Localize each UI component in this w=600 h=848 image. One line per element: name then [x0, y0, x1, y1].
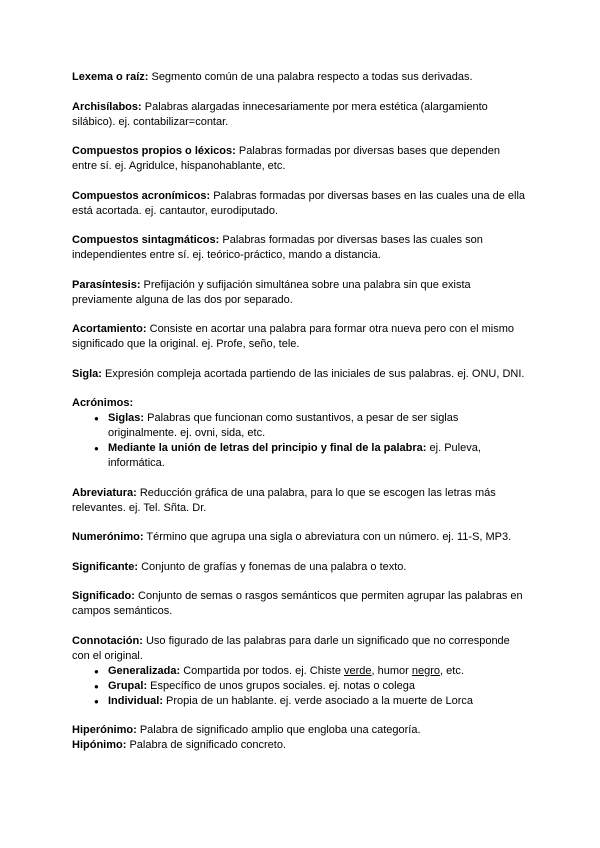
item-definition: , etc. [440, 664, 464, 677]
list-item [94, 411, 528, 441]
connotacion-heading [72, 634, 528, 664]
entry-definition: Palabra de significado concreto. [126, 739, 286, 751]
entry-significante [72, 560, 528, 575]
entry-term: Compuestos acronímicos: [72, 189, 211, 202]
entry-term: Lexema o raíz: [72, 71, 149, 83]
document-page [72, 70, 528, 753]
item-term: Mediante la unión de letras del principio y final de la palabra: [108, 442, 427, 454]
entry-archisilabos [72, 100, 528, 130]
entry-term: Parasíntesis: [72, 278, 141, 291]
entry-compuestos-sintagmaticos [72, 233, 528, 263]
entry-definition: Expresión compleja acortada partiendo de las iniciales de sus palabras. ej. ONU, DNI. [101, 367, 525, 380]
item-term: Siglas: [108, 412, 145, 424]
entry-abreviatura [72, 486, 528, 516]
entry-term: Abreviatura: [72, 486, 137, 499]
underlined-word: negro [411, 664, 441, 677]
entry-compuestos-propios [72, 144, 528, 174]
item-definition: Palabras que funcionan como sustantivos, a pesar de ser siglas originalmente. ej. ovni, sida, etc. [108, 412, 459, 439]
entry-definition: Palabras formadas por diversas bases las cuales son independientes entre sí. ej. teórico-práctico, mando a distancia. [72, 234, 483, 261]
bullet-list [72, 411, 528, 471]
bullet-list [72, 664, 528, 709]
entry-definition: Término que agrupa una sigla o abreviatura con un número. ej. 11-S, MP3. [143, 531, 512, 543]
list-item [94, 664, 528, 679]
entry-definition: Uso figurado de las palabras para darle un significado que no corresponde con el original. [72, 634, 510, 662]
entry-hiperonimo [72, 723, 528, 738]
entry-parasintesis [72, 278, 528, 308]
entry-definition: Consiste en acortar una palabra para formar otra nueva pero con el mismo significado que la original. ej. Profe, seño, tele. [72, 323, 515, 350]
underlined-word: verde [344, 664, 372, 677]
entry-term: Acortamiento: [72, 323, 147, 335]
item-term: Grupal: [108, 679, 148, 692]
entry-term: Significado: [72, 590, 135, 602]
entry-term: Acrónimos: [72, 397, 134, 409]
entry-definition: Palabras alargadas innecesariamente por mera estética (alargamiento silábico). ej. contabilizar=contar. [72, 100, 488, 128]
entry-compuestos-acronimicos [72, 189, 528, 219]
entry-significado [72, 589, 528, 619]
entry-lexema [72, 70, 528, 85]
entry-definition: Palabra de significado amplio que engloba una categoría. [136, 724, 421, 736]
list-item [94, 679, 528, 694]
entry-definition: Conjunto de semas o rasgos semánticos que permiten agrupar las palabras en campos semánticos. [72, 590, 523, 617]
item-definition: ej. Puleva, informática. [108, 442, 481, 469]
item-definition: Compartida por todos. ej. Chiste [180, 664, 344, 677]
entry-term: Archisílabos: [72, 100, 142, 113]
entry-term: Significante: [72, 560, 139, 573]
entry-term: Hipónimo: [72, 739, 127, 751]
entry-definition: Palabras formadas por diversas bases que dependen entre sí. ej. Agridulce, hispanohablante, etc. [72, 145, 500, 172]
list-item [94, 694, 528, 709]
entry-hiponimo [72, 738, 528, 753]
entry-term: Connotación: [72, 634, 143, 647]
entry-definition: Reducción gráfica de una palabra, para lo que se escogen las letras más relevantes. ej. Tel. Sñta. Dr. [72, 486, 496, 514]
entry-connotacion [72, 634, 528, 709]
entry-acortamiento [72, 322, 528, 352]
entry-term: Sigla: [72, 367, 102, 380]
entry-definition: Conjunto de grafías y fonemas de una palabra o texto. [138, 560, 407, 573]
entry-term: Compuestos sintagmáticos: [72, 234, 220, 246]
item-definition: , humor [371, 664, 412, 677]
entry-definition: Palabras formadas por diversas bases en las cuales una de ella está acortada. ej. cantautor, eurodiputado. [72, 189, 526, 217]
entry-sigla [72, 367, 528, 382]
entry-definition: Prefijación y sufijación simultánea sobre una palabra sin que exista previamente alguna de las dos por separado. [72, 278, 471, 306]
entry-definition: Segmento común de una palabra respecto a todas sus derivadas. [148, 71, 473, 83]
item-definition: Específico de unos grupos sociales. ej. notas o colega [147, 679, 415, 692]
item-definition: Propia de un hablante. ej. verde asociado a la muerte de Lorca [163, 694, 474, 707]
entry-term: Numerónimo: [72, 531, 144, 543]
list-item [94, 441, 528, 471]
entry-term: Hiperónimo: [72, 724, 137, 736]
item-term: Generalizada: [108, 664, 181, 677]
item-term: Individual: [108, 694, 163, 707]
entry-numeronimo [72, 530, 528, 545]
entry-term: Compuestos propios o léxicos: [72, 145, 236, 157]
entry-acronimos [72, 396, 528, 471]
